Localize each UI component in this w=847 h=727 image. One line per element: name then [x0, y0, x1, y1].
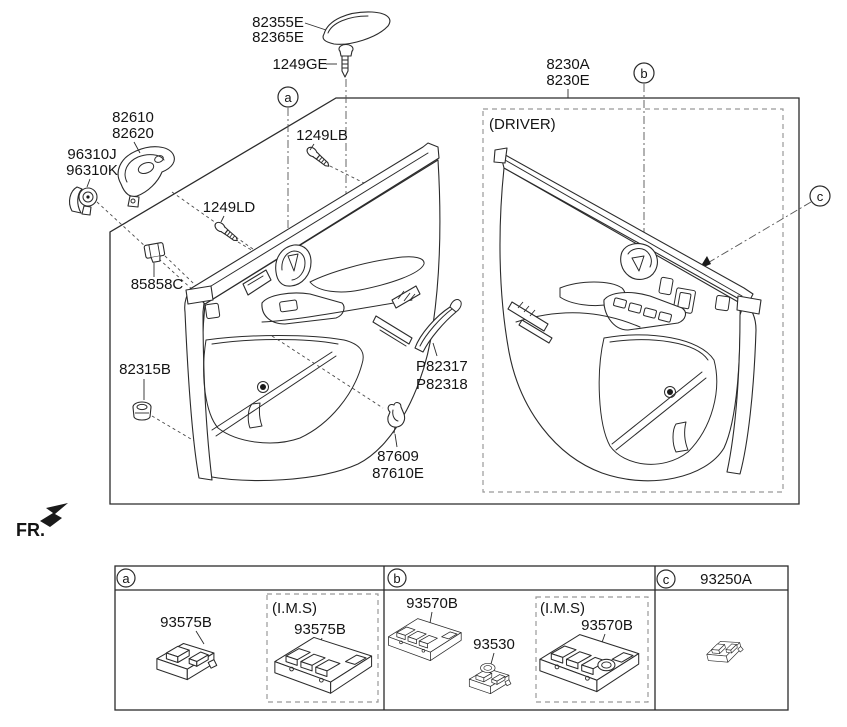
grommet-part [133, 402, 151, 420]
switch-93530-art [469, 663, 511, 693]
part-label-screw-ld: 1249LD [202, 199, 256, 216]
table-callout-a-letter: a [122, 571, 130, 586]
dotted-screw-lb [330, 166, 366, 184]
screw-1249ld [213, 220, 240, 243]
inside-handle-part [118, 147, 174, 207]
screw-1249lb [305, 145, 331, 169]
tweeter-part [70, 187, 97, 215]
callout-a-letter: a [284, 90, 292, 105]
leader-cover [305, 23, 326, 30]
table-b-ims-caption: (I.M.S) [540, 600, 585, 617]
switch-table [115, 566, 788, 710]
part-label-cover-1: 82355E [252, 14, 304, 31]
delta-cover-part [323, 12, 390, 44]
leader-garnish [433, 343, 437, 356]
part-label-garnish-1: P82317 [416, 358, 468, 375]
table-b-ims-switch-label: 93570B [581, 617, 633, 634]
table-b-aux-label: 93530 [473, 636, 515, 653]
callout-c-line [706, 202, 811, 264]
left-door-panel-art [185, 143, 440, 480]
part-label-handle-2: 82620 [112, 125, 154, 142]
switch-93570b-ims-art [540, 635, 639, 692]
switch-93570b-art [388, 619, 461, 661]
table-callout-b-letter: b [393, 571, 401, 586]
table-b-leader [430, 612, 432, 623]
callout-c-letter: c [816, 189, 824, 204]
fr-label: FR. [16, 520, 45, 540]
part-label-screw-lb: 1249LB [296, 127, 348, 144]
part-label-tweeter-2: 96310K [66, 162, 118, 179]
leader-tweeter [87, 179, 90, 187]
table-b-switch-label: 93570B [406, 595, 458, 612]
leader-hook [395, 434, 397, 447]
table-callout-c-letter: c [662, 572, 670, 587]
part-label-screw-ge: 1249GE [272, 56, 328, 73]
table-b-aux-leader [491, 653, 494, 664]
table-a-ims-caption: (I.M.S) [272, 600, 317, 617]
switch-93575b-ims-art [275, 637, 372, 693]
part-label-tweeter-1: 96310J [67, 146, 117, 163]
fr-arrow-icon [40, 503, 68, 527]
table-a-leader [196, 631, 204, 644]
table-a-ims-switch-label: 93575B [294, 621, 346, 638]
screw-1249ge [339, 45, 353, 78]
part-label-trim-panel-1: 8230A [546, 56, 590, 73]
switch-93575b-art [157, 644, 217, 680]
part-label-garnish-2: P82318 [416, 376, 468, 393]
leader-screw-ld [221, 216, 224, 222]
part-label-clip: 85858C [130, 276, 184, 293]
part-label-grommet: 82315B [119, 361, 171, 378]
part-label-hook-1: 87609 [377, 448, 419, 465]
table-c-part-label: 93250A [700, 571, 752, 588]
switch-93250a-art [705, 637, 746, 667]
table-a-switch-label: 93575B [160, 614, 212, 631]
callout-b-letter: b [640, 66, 648, 81]
part-label-trim-panel-2: 8230E [546, 72, 590, 89]
part-label-cover-2: 82365E [252, 29, 304, 46]
driver-caption: (DRIVER) [489, 116, 556, 133]
part-label-handle-1: 82610 [112, 109, 154, 126]
clip-part [144, 242, 166, 263]
driver-door-panel-art [494, 148, 761, 481]
part-label-hook-2: 87610E [372, 465, 424, 482]
